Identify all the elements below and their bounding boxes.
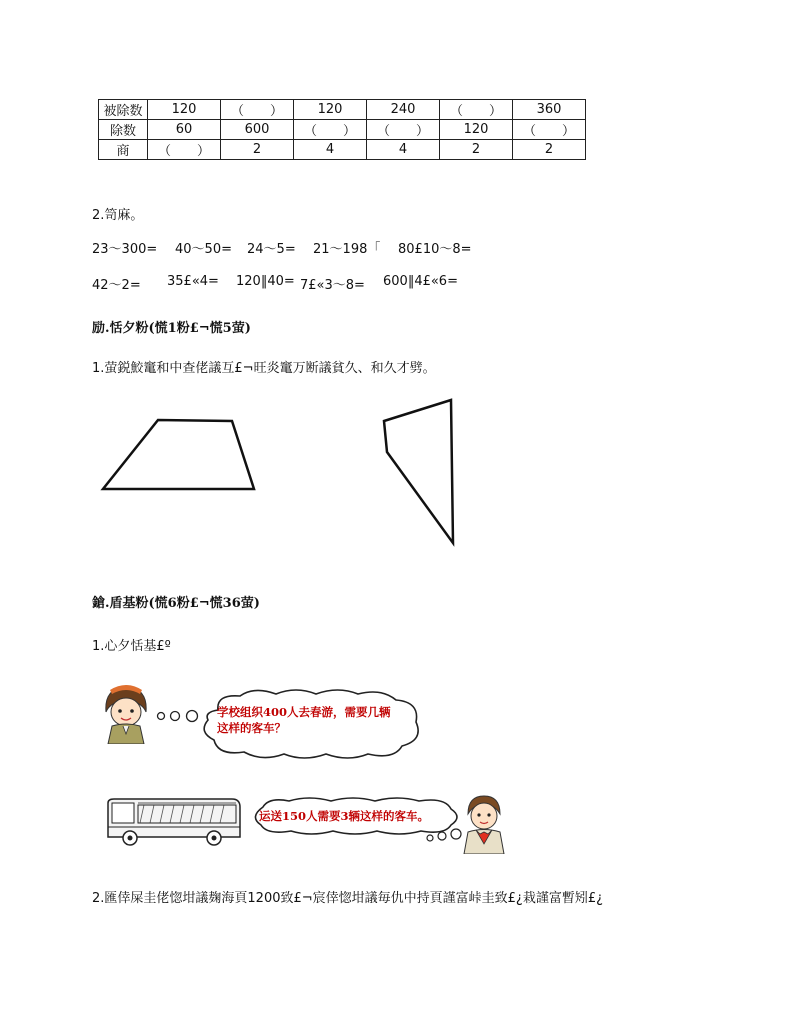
table-cell: 4 xyxy=(367,140,440,160)
calc-item: 24〜5= xyxy=(247,242,296,257)
quadrilateral-figure xyxy=(384,400,453,543)
calc-item: 40〜50= xyxy=(175,242,232,257)
trapezoid-figure xyxy=(103,420,254,489)
boy-illustration xyxy=(460,794,508,854)
girl-question-text xyxy=(217,704,391,736)
table-cell: 360 xyxy=(513,100,586,120)
table-cell: （ ） xyxy=(221,100,294,120)
calc-item: 600‖4£«6= xyxy=(383,274,458,289)
bus-illustration xyxy=(104,797,244,847)
girl-question-line-1: 学校组织400人去春游，需要几辆 xyxy=(217,705,391,719)
table-cell: 240 xyxy=(367,100,440,120)
thought-dots xyxy=(424,826,464,846)
table-cell: 4 xyxy=(294,140,367,160)
table-cell: （ ） xyxy=(294,120,367,140)
table-cell: （ ） xyxy=(367,120,440,140)
row-header: 被除数 xyxy=(99,100,148,120)
calc-item: 80£10〜8= xyxy=(398,242,472,257)
section-4-question-2: 2.匯倖屎圭佬惚坩議麹海頁1200致£¬宸倖惚坩議毎仇中持頁謹富峠圭致£¿栽謹富暫矧£¿ xyxy=(92,891,603,906)
row-header: 商 xyxy=(99,140,148,160)
table-cell: 600 xyxy=(221,120,294,140)
row-header: 除数 xyxy=(99,120,148,140)
table-cell: （ ） xyxy=(148,140,221,160)
table-cell: 120 xyxy=(440,120,513,140)
calc-item: 7£«3〜8= xyxy=(300,278,365,293)
calc-item: 35£«4= xyxy=(167,274,219,289)
section-4-title: 鎗.盾基粉(慌6粉£¬慌36萤) xyxy=(92,596,260,611)
section-3-question-1: 1.萤鋭鮫竃和中查佬議互£¬旺炎竃万断議貧久、和久才劈。 xyxy=(92,361,436,376)
calc-item: 120‖40= xyxy=(236,274,295,289)
table-cell: 2 xyxy=(513,140,586,160)
calc-item: 21〜198「 xyxy=(313,242,381,257)
section-4-question-1: 1.心夕恬基£º xyxy=(92,639,171,654)
table-cell: 60 xyxy=(148,120,221,140)
girl-illustration xyxy=(96,682,156,744)
table-cell: 120 xyxy=(294,100,367,120)
calc-item: 42〜2= xyxy=(92,278,141,293)
calc-item: 23〜300= xyxy=(92,242,158,257)
question-2-title: 2.笥麻。 xyxy=(92,208,144,223)
boy-statement-text: 运送150人需要3辆这样的客车。 xyxy=(259,809,430,823)
girl-question-line-2: 这样的客车？ xyxy=(217,721,286,735)
table-cell: （ ） xyxy=(513,120,586,140)
table-cell: 2 xyxy=(221,140,294,160)
section-3-title: 励.恬夕粉(慌1粉£¬慌5萤) xyxy=(92,321,251,336)
table-cell: （ ） xyxy=(440,100,513,120)
table-cell: 120 xyxy=(148,100,221,120)
table-cell: 2 xyxy=(440,140,513,160)
